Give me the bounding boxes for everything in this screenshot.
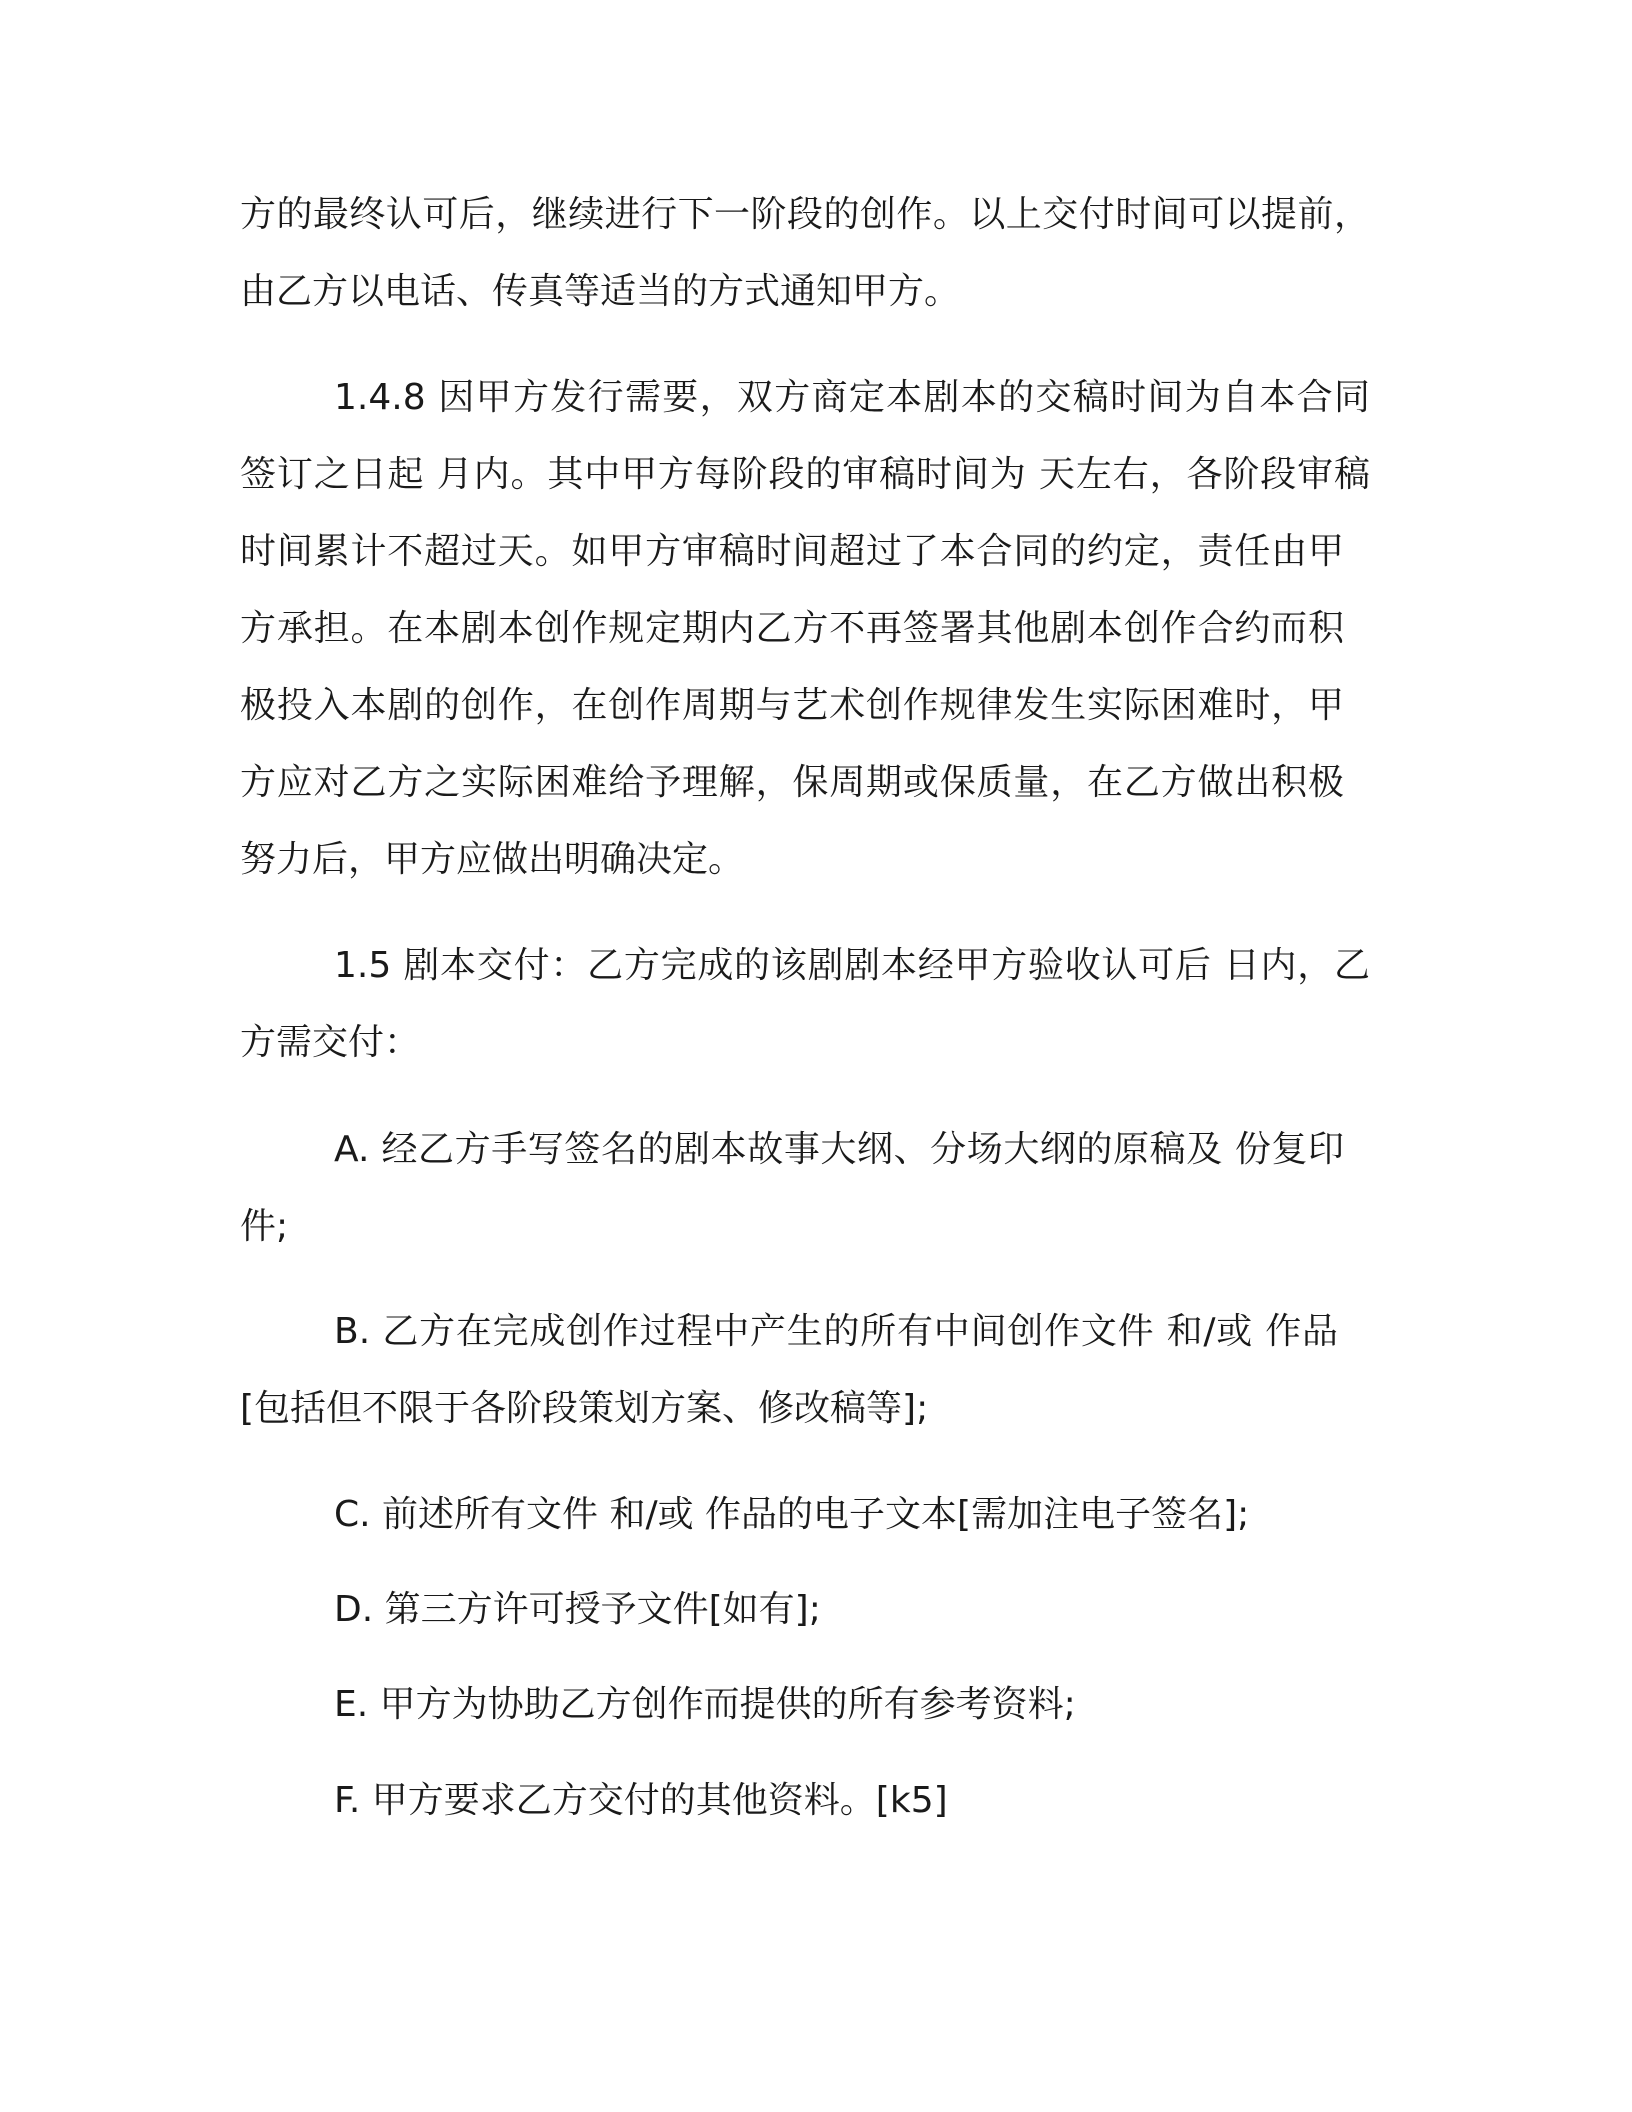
paragraph-line: 时间累计不超过天。如甲方审稿时间超过了本合同的约定，责任由甲 [240, 531, 1344, 572]
paragraph-line: 签订之日起 月内。其中甲方每阶段的审稿时间为 天左右，各阶段审稿 [240, 454, 1370, 495]
paragraph-line: 方需交付： [240, 1022, 421, 1063]
paragraph-line: 由乙方以电话、传真等适当的方式通知甲方。 [240, 271, 961, 312]
list-item-f: F. 甲方要求乙方交付的其他资料。[k5] [334, 1780, 948, 1821]
list-item-a: A. 经乙方手写签名的剧本故事大纲、分场大纲的原稿及 份复印 [334, 1129, 1344, 1170]
clause-heading-line: 1.5 剧本交付：乙方完成的该剧剧本经甲方验收认可后 日内，乙 [334, 945, 1370, 986]
paragraph-line: 方承担。在本剧本创作规定期内乙方不再签署其他剧本创作合约而积 [240, 608, 1344, 649]
list-item-c: C. 前述所有文件 和/或 作品的电子文本[需加注电子签名]; [334, 1494, 1250, 1535]
list-item-d: D. 第三方许可授予文件[如有]; [334, 1589, 821, 1630]
paragraph-line: 努力后，甲方应做出明确决定。 [240, 839, 745, 880]
paragraph-line: 方应对乙方之实际困难给予理解，保周期或保质量，在乙方做出积极 [240, 762, 1344, 803]
list-item-b-cont: [包括但不限于各阶段策划方案、修改稿等]; [240, 1388, 929, 1429]
paragraph-line: 方的最终认可后，继续进行下一阶段的创作。以上交付时间可以提前， [240, 194, 1370, 235]
paragraph-line: 极投入本剧的创作，在创作周期与艺术创作规律发生实际困难时，甲 [240, 685, 1344, 726]
list-item-b: B. 乙方在完成创作过程中产生的所有中间创作文件 和/或 作品 [334, 1311, 1338, 1352]
clause-heading-line: 1.4.8 因甲方发行需要，双方商定本剧本的交稿时间为自本合同 [334, 377, 1370, 418]
list-item-a-cont: 件; [240, 1206, 289, 1247]
list-item-e: E. 甲方为协助乙方创作而提供的所有参考资料; [334, 1684, 1076, 1725]
